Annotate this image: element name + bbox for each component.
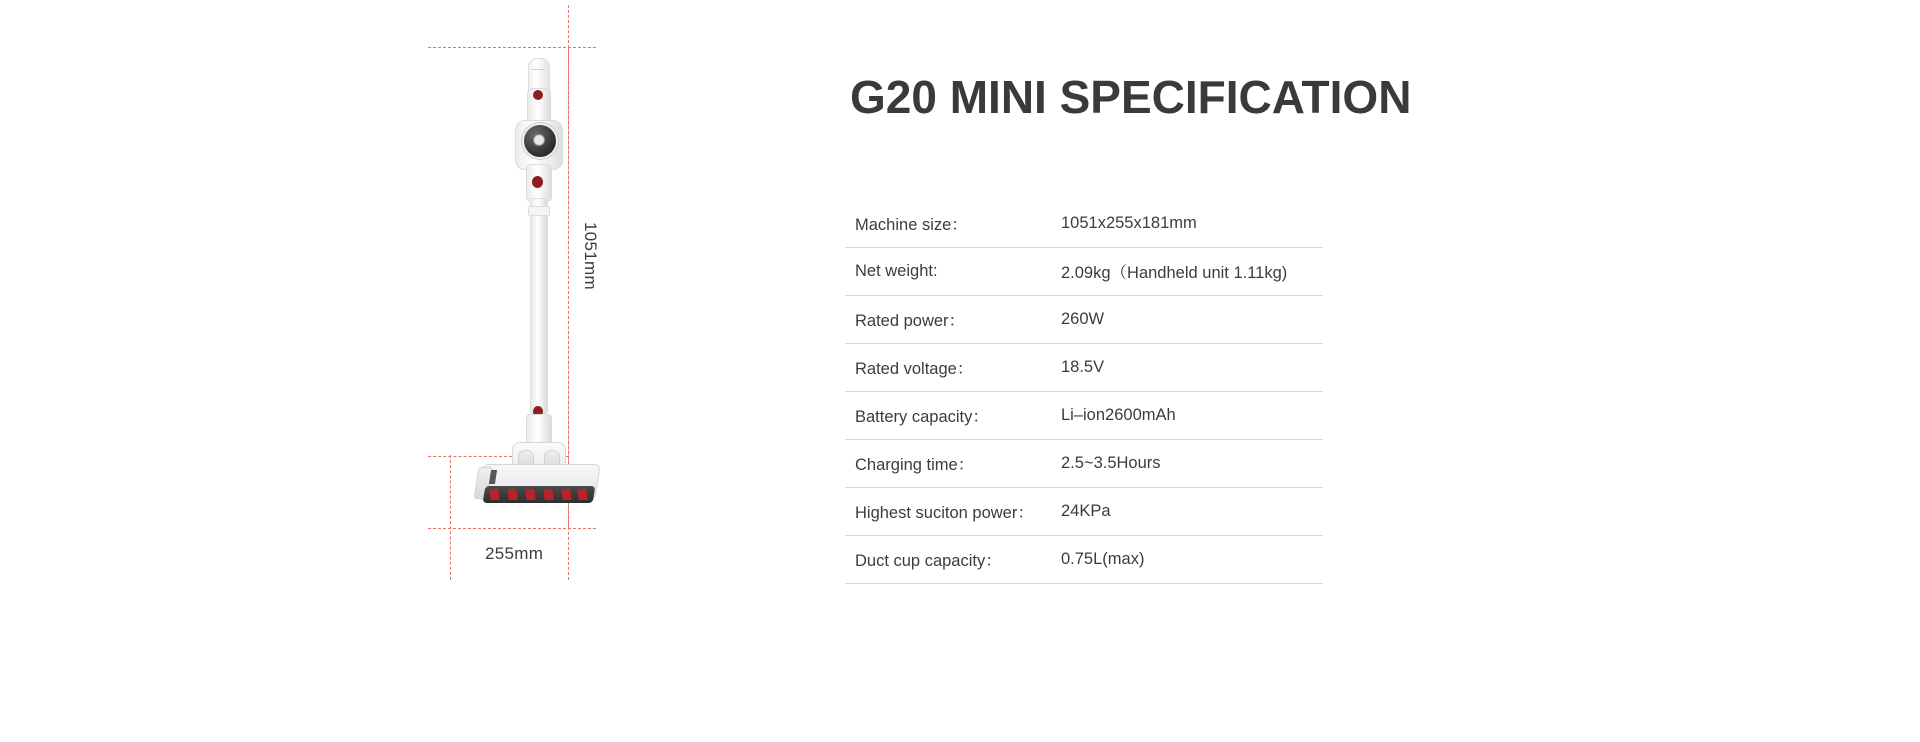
table-row: [845, 200, 1323, 248]
specification-panel: [845, 0, 1545, 742]
guide-line-bottom: [428, 528, 596, 529]
spec-value: 2.09kg（Handheld unit 1.11kg): [1061, 264, 1288, 282]
spec-value: 0.75L(max): [1061, 549, 1145, 568]
motor-dial-center: [533, 134, 545, 146]
table-row: [845, 344, 1323, 392]
handle-seam-line: [531, 69, 545, 70]
brush-roller: [483, 486, 596, 503]
spec-value: 24KPa: [1061, 501, 1111, 520]
spec-label: Highest suciton power：: [855, 504, 1034, 522]
power-button-icon: [533, 90, 543, 100]
spec-label: Net weight:: [855, 261, 938, 280]
table-row: [845, 392, 1323, 440]
spec-label: Duct cup capacity：: [855, 552, 1002, 570]
spec-value: 18.5V: [1061, 357, 1105, 376]
table-row: [845, 440, 1323, 488]
dimension-height-label: 1051mm: [581, 222, 600, 290]
spec-label: Charging time：: [855, 456, 975, 474]
spec-label: Battery capacity：: [855, 408, 989, 426]
wand-collar: [528, 206, 550, 216]
extension-wand: [530, 198, 548, 414]
vacuum-illustration: [460, 58, 600, 523]
release-button-icon: [532, 176, 543, 188]
spec-value: 2.5~3.5Hours: [1061, 453, 1161, 472]
page-title: G20 MINI SPECIFICATION: [850, 71, 1412, 123]
table-row: [845, 296, 1323, 344]
product-image-panel: [400, 0, 780, 742]
spec-value: 1051x255x181mm: [1061, 213, 1197, 232]
spec-label: Machine size：: [855, 216, 968, 234]
dimension-width-label: 255mm: [485, 544, 544, 563]
table-row: [845, 248, 1323, 296]
spec-label: Rated power：: [855, 312, 966, 330]
guide-line-vertical-left: [450, 455, 451, 580]
specification-table: [845, 200, 1323, 584]
table-row: [845, 536, 1323, 584]
spec-value: Li–ion2600mAh: [1061, 405, 1176, 424]
guide-line-top: [428, 47, 596, 48]
spec-label: Rated voltage：: [855, 360, 974, 378]
spec-value: 260W: [1061, 309, 1105, 328]
table-row: [845, 488, 1323, 536]
